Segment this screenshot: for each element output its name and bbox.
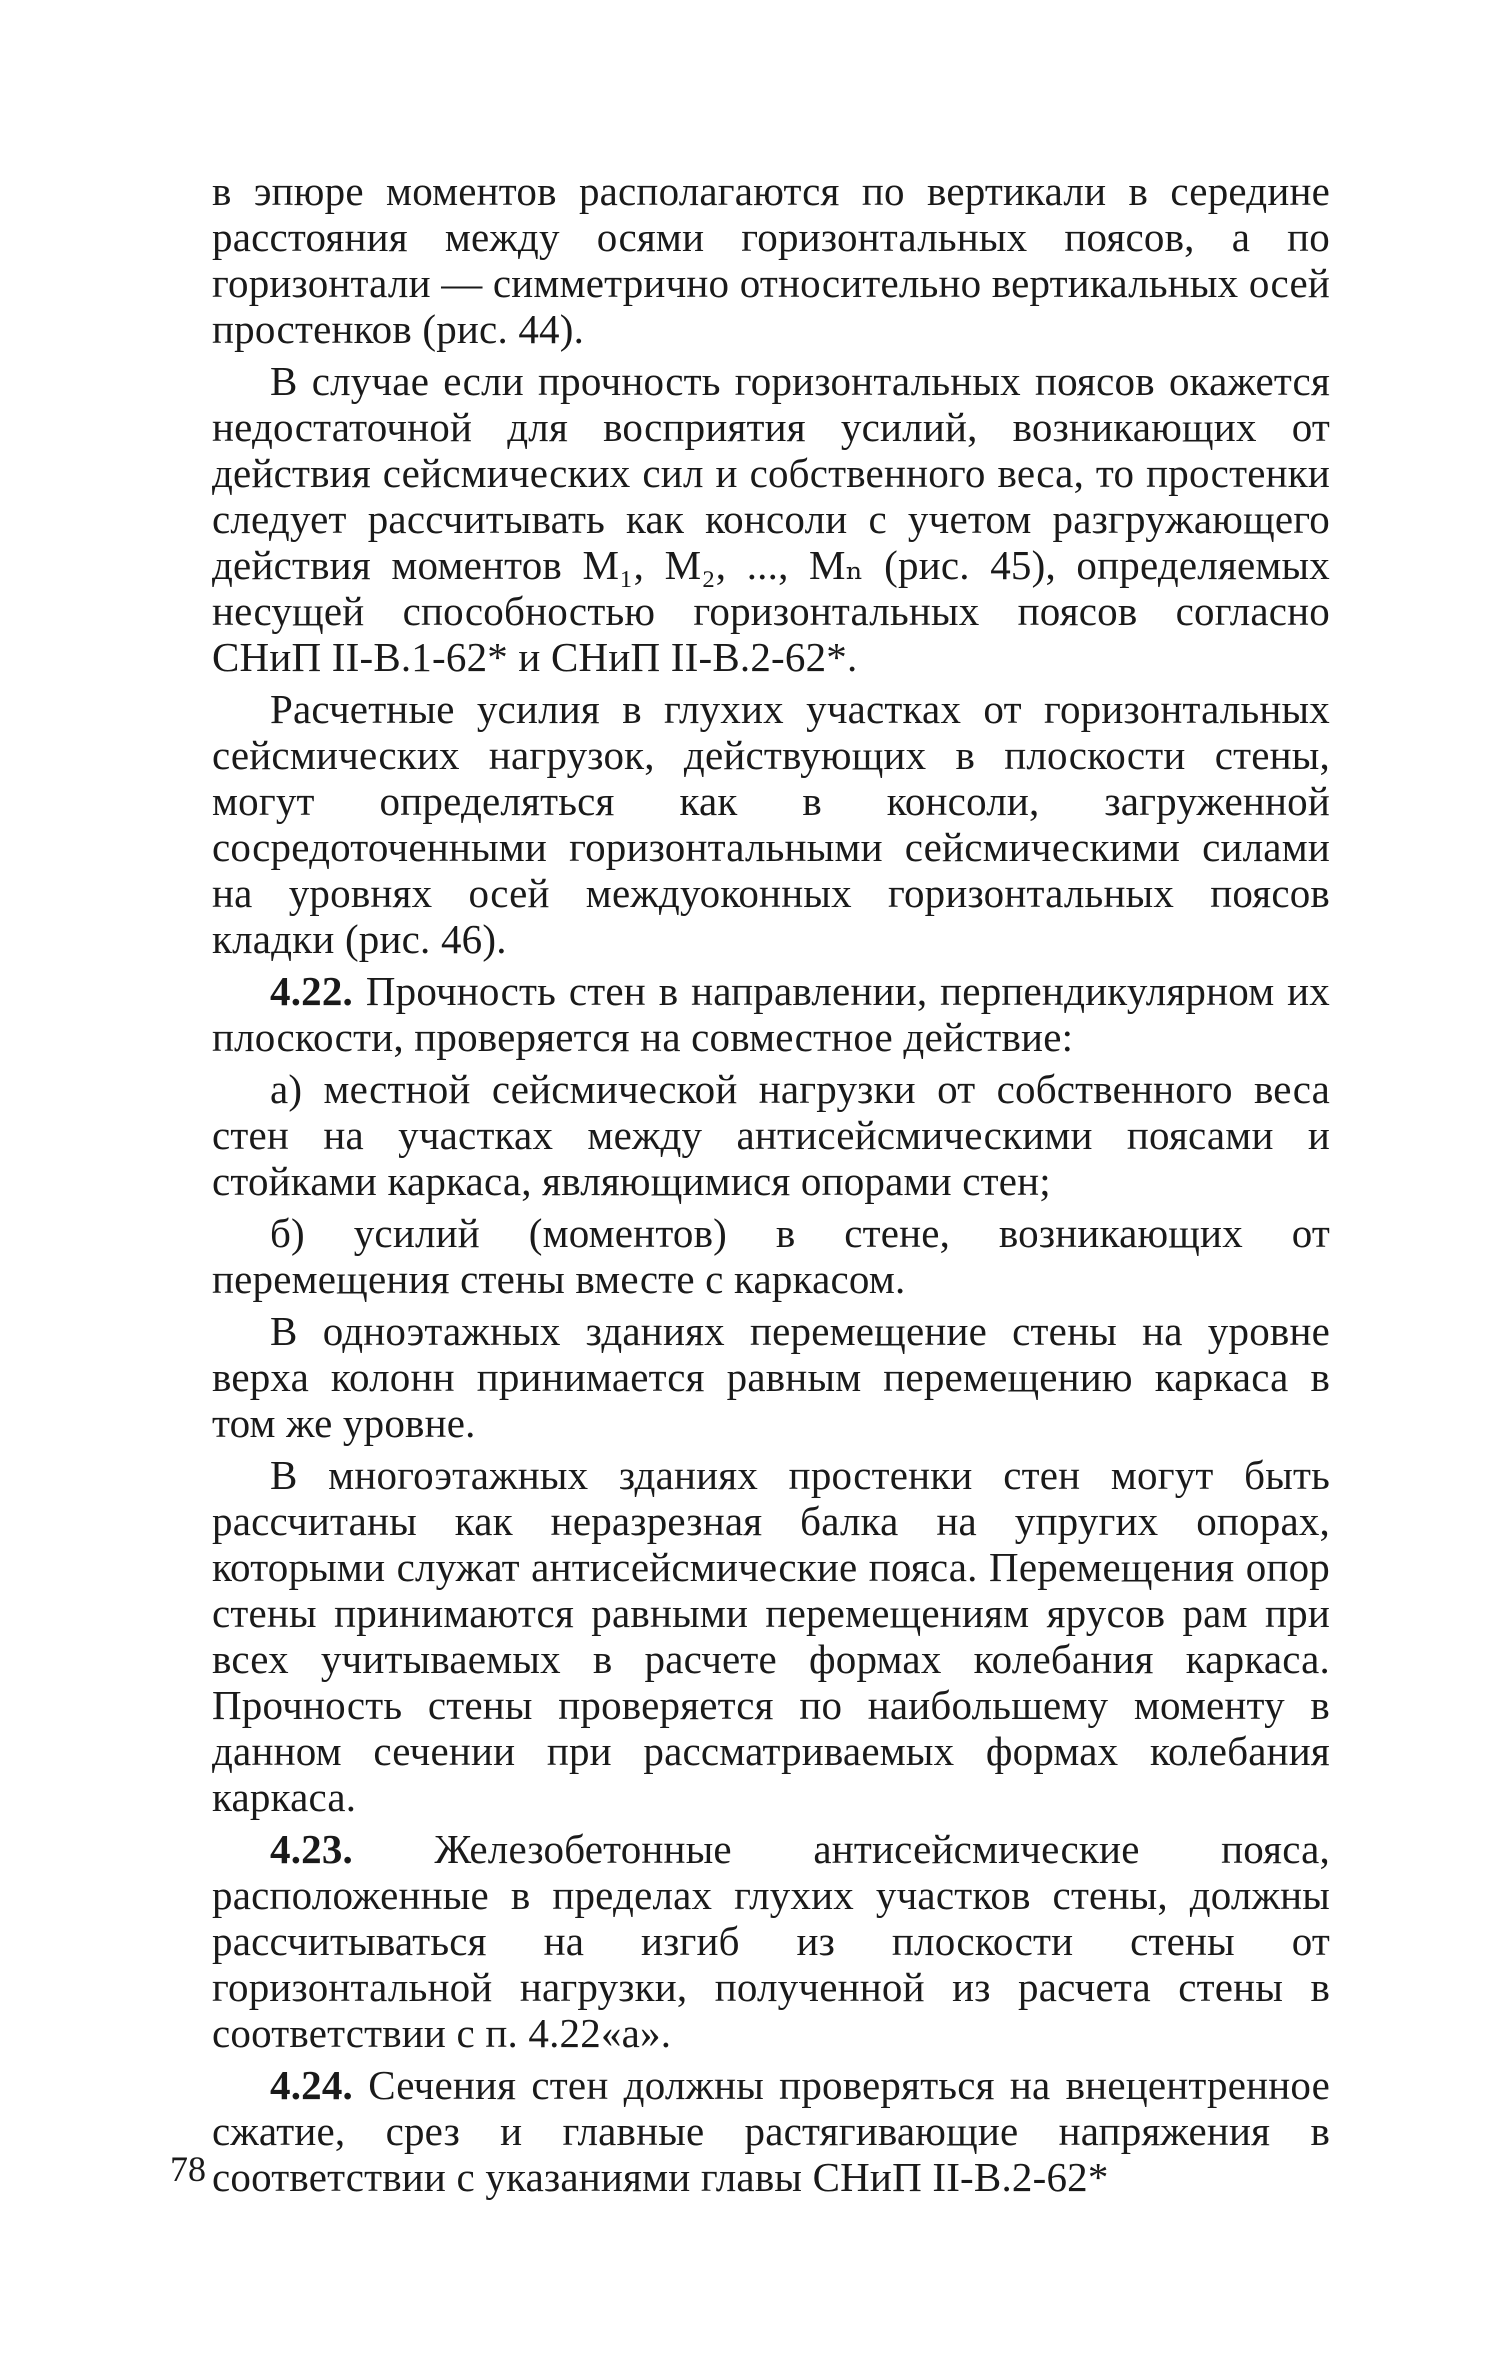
paragraph-single-storey: В одноэтажных зданиях перемещение стены на уровне верха колонн принимается равным перемещению каркаса в том же уровне.: [212, 1308, 1330, 1446]
paragraph-multi-storey: В многоэтажных зданиях простенки стен могут быть рассчитаны как неразрезная балка на упругих опорах, которыми служат антисейсмические пояса. Перемещения опор стены принимаются равными перемещениям ярусов рам при всех учитываемых в расчете формах колебания каркаса. Прочность стены проверяется по наибольшему моменту в данном сечении при рассматриваемых формах колебания каркаса.: [212, 1452, 1330, 1820]
page-number: 78: [170, 2149, 206, 2189]
page-body: [212, 168, 1330, 2206]
paragraph-4-22: [212, 968, 1330, 1060]
section-number-4-22: 4.22.: [270, 968, 353, 1014]
paragraph-4-23: [212, 1826, 1330, 2056]
section-number-4-23: 4.23.: [270, 1826, 353, 1872]
section-number-4-24: 4.24.: [270, 2062, 353, 2108]
paragraph-2: В случае если прочность горизонтальных поясов окажется недостаточной для восприятия усилий, возникающих от действия сейсмических сил и собственного веса, то простенки следует рассчитывать как консоли с учетом разгружающего действия моментов M₁, M₂, ..., Mₙ (рис. 45), определяемых несущей способностью горизонтальных поясов согласно СНиП II-В.1-62* и СНиП II-В.2-62*.: [212, 358, 1330, 680]
paragraph-1: в эпюре моментов располагаются по вертикали в середине расстояния между осями горизонтальных поясов, а по горизонтали — симметрично относительно вертикальных осей простенков (рис. 44).: [212, 168, 1330, 352]
paragraph-item-b: б) усилий (моментов) в стене, возникающих от перемещения стены вместе с каркасом.: [212, 1210, 1330, 1302]
section-text-4-22: Прочность стен в направлении, перпендикулярном их плоскости, проверяется на совместное действие:: [212, 968, 1330, 1060]
section-text-4-24: Сечения стен должны проверяться на внецентренное сжатие, срез и главные растягивающие напряжения в соответствии с указаниями главы СНиП II-В.2-62*: [212, 2062, 1330, 2200]
paragraph-item-a: а) местной сейсмической нагрузки от собственного веса стен на участках между антисейсмическими поясами и стойками каркаса, являющимися опорами стен;: [212, 1066, 1330, 1204]
section-text-4-23: Железобетонные антисейсмические пояса, расположенные в пределах глухих участков стены, должны рассчитываться на изгиб из плоскости стены от горизонтальной нагрузки, полученной из расчета стены в соответствии с п. 4.22«а».: [212, 1826, 1330, 2056]
paragraph-3: Расчетные усилия в глухих участках от горизонтальных сейсмических нагрузок, действующих в плоскости стены, могут определяться как в консоли, загруженной сосредоточенными горизонтальными сейсмическими силами на уровнях осей междуоконных горизонтальных поясов кладки (рис. 46).: [212, 686, 1330, 962]
paragraph-4-24: [212, 2062, 1330, 2200]
